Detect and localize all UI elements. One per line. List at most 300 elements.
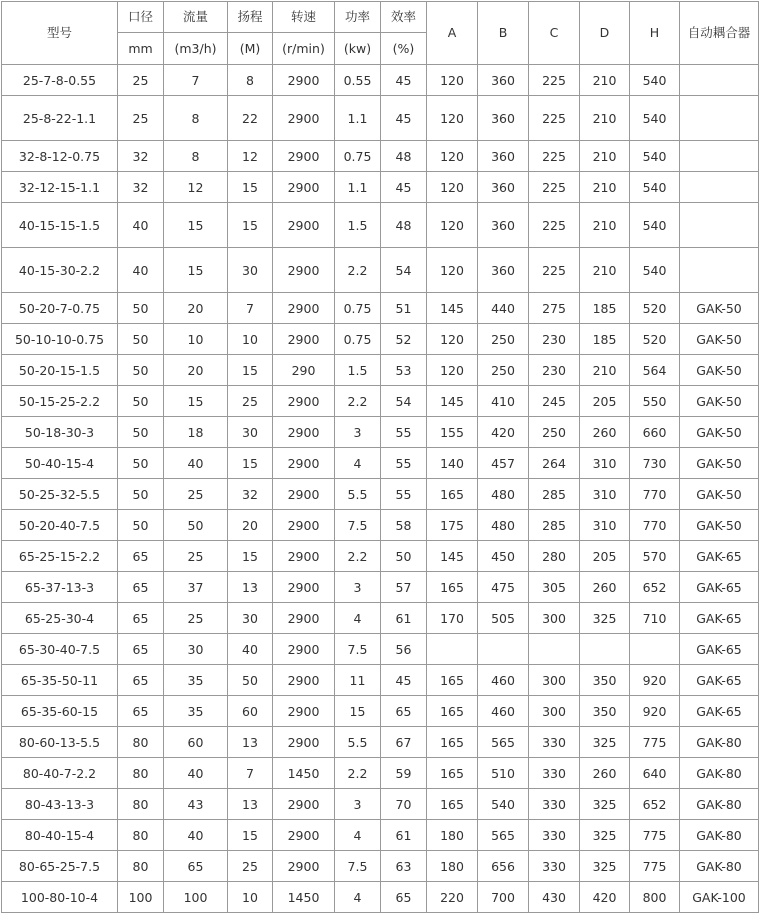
- cell-a: 165: [427, 696, 478, 727]
- header-model: 型号: [2, 2, 118, 65]
- cell-a: 165: [427, 727, 478, 758]
- cell-h: 770: [630, 510, 680, 541]
- cell-flow: 40: [164, 820, 228, 851]
- cell-c: [529, 634, 580, 665]
- cell-model: 80-65-25-7.5: [2, 851, 118, 882]
- table-row: [2, 665, 759, 696]
- cell-coupler: GAK-65: [680, 696, 759, 727]
- cell-c: 225: [529, 96, 580, 141]
- cell-coupler: GAK-50: [680, 479, 759, 510]
- header-power: 功率: [335, 2, 381, 33]
- cell-c: 330: [529, 820, 580, 851]
- cell-d: 420: [580, 882, 630, 913]
- cell-model: 50-25-32-5.5: [2, 479, 118, 510]
- cell-h: 540: [630, 65, 680, 96]
- cell-power: 1.5: [335, 355, 381, 386]
- cell-a: 120: [427, 141, 478, 172]
- cell-model: 40-15-30-2.2: [2, 248, 118, 293]
- cell-model: 50-20-40-7.5: [2, 510, 118, 541]
- cell-c: 225: [529, 172, 580, 203]
- cell-model: 25-7-8-0.55: [2, 65, 118, 96]
- cell-d: 325: [580, 603, 630, 634]
- cell-h: 775: [630, 820, 680, 851]
- cell-head: 32: [228, 479, 273, 510]
- cell-d: 185: [580, 324, 630, 355]
- header-h: H: [630, 2, 680, 65]
- cell-d: 210: [580, 65, 630, 96]
- cell-efficiency: 51: [381, 293, 427, 324]
- cell-h: 540: [630, 248, 680, 293]
- header-flow: 流量: [164, 2, 228, 33]
- cell-d: 210: [580, 355, 630, 386]
- cell-c: 230: [529, 355, 580, 386]
- cell-d: [580, 634, 630, 665]
- cell-c: 285: [529, 510, 580, 541]
- cell-power: 2.2: [335, 386, 381, 417]
- cell-c: 225: [529, 248, 580, 293]
- cell-power: 7.5: [335, 510, 381, 541]
- cell-c: 225: [529, 203, 580, 248]
- cell-efficiency: 48: [381, 141, 427, 172]
- cell-caliber: 40: [118, 248, 164, 293]
- cell-h: 540: [630, 141, 680, 172]
- cell-model: 80-60-13-5.5: [2, 727, 118, 758]
- cell-b: 460: [478, 696, 529, 727]
- cell-head: 30: [228, 603, 273, 634]
- cell-speed: 2900: [273, 417, 335, 448]
- cell-d: 210: [580, 172, 630, 203]
- cell-b: 656: [478, 851, 529, 882]
- cell-d: 310: [580, 448, 630, 479]
- table-row: [2, 141, 759, 172]
- cell-caliber: 50: [118, 510, 164, 541]
- cell-c: 225: [529, 65, 580, 96]
- cell-coupler: GAK-50: [680, 448, 759, 479]
- cell-coupler: GAK-80: [680, 820, 759, 851]
- cell-speed: 2900: [273, 203, 335, 248]
- table-row: [2, 789, 759, 820]
- cell-model: 50-20-7-0.75: [2, 293, 118, 324]
- cell-h: 520: [630, 324, 680, 355]
- cell-b: 440: [478, 293, 529, 324]
- cell-power: 2.2: [335, 758, 381, 789]
- cell-a: 145: [427, 541, 478, 572]
- cell-h: 550: [630, 386, 680, 417]
- cell-speed: 2900: [273, 789, 335, 820]
- cell-power: 2.2: [335, 541, 381, 572]
- table-row: [2, 727, 759, 758]
- cell-power: 0.75: [335, 141, 381, 172]
- cell-efficiency: 56: [381, 634, 427, 665]
- cell-efficiency: 61: [381, 603, 427, 634]
- cell-h: 540: [630, 172, 680, 203]
- cell-b: 410: [478, 386, 529, 417]
- cell-model: 65-25-15-2.2: [2, 541, 118, 572]
- cell-power: 1.5: [335, 203, 381, 248]
- cell-caliber: 40: [118, 203, 164, 248]
- cell-d: 325: [580, 851, 630, 882]
- cell-head: 22: [228, 96, 273, 141]
- table-row: [2, 882, 759, 913]
- cell-flow: 30: [164, 634, 228, 665]
- cell-head: 40: [228, 634, 273, 665]
- cell-speed: 2900: [273, 510, 335, 541]
- cell-efficiency: 50: [381, 541, 427, 572]
- cell-b: 360: [478, 203, 529, 248]
- cell-h: 710: [630, 603, 680, 634]
- cell-caliber: 80: [118, 758, 164, 789]
- cell-b: 360: [478, 141, 529, 172]
- cell-head: 20: [228, 510, 273, 541]
- cell-speed: 2900: [273, 572, 335, 603]
- table-row: [2, 510, 759, 541]
- cell-flow: 25: [164, 603, 228, 634]
- cell-a: [427, 634, 478, 665]
- cell-flow: 7: [164, 65, 228, 96]
- cell-d: 210: [580, 141, 630, 172]
- cell-h: 775: [630, 851, 680, 882]
- table-row: [2, 203, 759, 248]
- cell-efficiency: 48: [381, 203, 427, 248]
- cell-efficiency: 55: [381, 417, 427, 448]
- cell-model: 32-8-12-0.75: [2, 141, 118, 172]
- table-row: [2, 293, 759, 324]
- cell-head: 60: [228, 696, 273, 727]
- cell-caliber: 65: [118, 603, 164, 634]
- cell-c: 300: [529, 603, 580, 634]
- cell-flow: 10: [164, 324, 228, 355]
- table-row: [2, 541, 759, 572]
- cell-flow: 50: [164, 510, 228, 541]
- cell-speed: 2900: [273, 96, 335, 141]
- cell-model: 80-43-13-3: [2, 789, 118, 820]
- cell-flow: 40: [164, 758, 228, 789]
- cell-head: 15: [228, 203, 273, 248]
- header-head-unit: (M): [228, 33, 273, 65]
- cell-b: 460: [478, 665, 529, 696]
- cell-power: 15: [335, 696, 381, 727]
- cell-b: 360: [478, 172, 529, 203]
- cell-h: 564: [630, 355, 680, 386]
- cell-power: 0.75: [335, 293, 381, 324]
- cell-flow: 25: [164, 479, 228, 510]
- cell-c: 230: [529, 324, 580, 355]
- cell-efficiency: 65: [381, 696, 427, 727]
- cell-caliber: 50: [118, 355, 164, 386]
- cell-c: 330: [529, 789, 580, 820]
- cell-flow: 18: [164, 417, 228, 448]
- cell-d: 210: [580, 248, 630, 293]
- cell-speed: 1450: [273, 758, 335, 789]
- cell-head: 15: [228, 355, 273, 386]
- cell-caliber: 50: [118, 479, 164, 510]
- cell-coupler: GAK-65: [680, 603, 759, 634]
- cell-efficiency: 63: [381, 851, 427, 882]
- cell-power: 7.5: [335, 851, 381, 882]
- cell-d: 185: [580, 293, 630, 324]
- cell-flow: 65: [164, 851, 228, 882]
- cell-head: 10: [228, 882, 273, 913]
- cell-head: 13: [228, 789, 273, 820]
- cell-c: 280: [529, 541, 580, 572]
- cell-speed: 2900: [273, 541, 335, 572]
- cell-coupler: GAK-50: [680, 417, 759, 448]
- cell-power: 4: [335, 820, 381, 851]
- cell-coupler: GAK-80: [680, 789, 759, 820]
- cell-h: 800: [630, 882, 680, 913]
- cell-a: 165: [427, 665, 478, 696]
- cell-speed: 2900: [273, 293, 335, 324]
- cell-model: 65-35-50-11: [2, 665, 118, 696]
- cell-head: 12: [228, 141, 273, 172]
- cell-caliber: 100: [118, 882, 164, 913]
- cell-caliber: 80: [118, 789, 164, 820]
- cell-caliber: 65: [118, 696, 164, 727]
- cell-speed: 2900: [273, 696, 335, 727]
- cell-model: 65-35-60-15: [2, 696, 118, 727]
- cell-flow: 25: [164, 541, 228, 572]
- cell-h: 770: [630, 479, 680, 510]
- cell-model: 50-15-25-2.2: [2, 386, 118, 417]
- cell-head: 15: [228, 448, 273, 479]
- cell-head: 13: [228, 727, 273, 758]
- cell-d: 205: [580, 541, 630, 572]
- cell-flow: 15: [164, 248, 228, 293]
- header-caliber-unit: mm: [118, 33, 164, 65]
- cell-a: 180: [427, 820, 478, 851]
- table-row: [2, 65, 759, 96]
- cell-a: 180: [427, 851, 478, 882]
- cell-h: [630, 634, 680, 665]
- cell-coupler: [680, 96, 759, 141]
- header-d: D: [580, 2, 630, 65]
- cell-caliber: 50: [118, 324, 164, 355]
- cell-h: 520: [630, 293, 680, 324]
- header-power-unit: (kw): [335, 33, 381, 65]
- cell-head: 30: [228, 248, 273, 293]
- cell-efficiency: 52: [381, 324, 427, 355]
- cell-b: 420: [478, 417, 529, 448]
- table-row: [2, 448, 759, 479]
- cell-power: 4: [335, 882, 381, 913]
- cell-a: 175: [427, 510, 478, 541]
- cell-c: 305: [529, 572, 580, 603]
- cell-caliber: 50: [118, 417, 164, 448]
- cell-power: 0.75: [335, 324, 381, 355]
- cell-c: 250: [529, 417, 580, 448]
- header-caliber: 口径: [118, 2, 164, 33]
- cell-a: 120: [427, 203, 478, 248]
- cell-flow: 37: [164, 572, 228, 603]
- cell-efficiency: 55: [381, 448, 427, 479]
- table-row: [2, 417, 759, 448]
- cell-efficiency: 58: [381, 510, 427, 541]
- cell-b: 480: [478, 510, 529, 541]
- cell-speed: 2900: [273, 172, 335, 203]
- cell-model: 50-40-15-4: [2, 448, 118, 479]
- cell-b: 480: [478, 479, 529, 510]
- cell-d: 350: [580, 665, 630, 696]
- cell-a: 120: [427, 172, 478, 203]
- cell-power: 0.55: [335, 65, 381, 96]
- cell-a: 145: [427, 386, 478, 417]
- cell-c: 300: [529, 665, 580, 696]
- header-c: C: [529, 2, 580, 65]
- cell-model: 65-37-13-3: [2, 572, 118, 603]
- cell-speed: 2900: [273, 141, 335, 172]
- cell-d: 210: [580, 96, 630, 141]
- header-speed-unit: (r/min): [273, 33, 335, 65]
- table-row: [2, 820, 759, 851]
- cell-head: 15: [228, 172, 273, 203]
- table-header: [2, 2, 759, 65]
- cell-d: 310: [580, 479, 630, 510]
- cell-coupler: [680, 65, 759, 96]
- cell-caliber: 50: [118, 293, 164, 324]
- cell-head: 15: [228, 541, 273, 572]
- cell-flow: 35: [164, 665, 228, 696]
- cell-c: 330: [529, 758, 580, 789]
- cell-d: 210: [580, 203, 630, 248]
- cell-c: 330: [529, 727, 580, 758]
- cell-head: 10: [228, 324, 273, 355]
- cell-caliber: 65: [118, 665, 164, 696]
- cell-coupler: [680, 141, 759, 172]
- cell-coupler: GAK-100: [680, 882, 759, 913]
- cell-a: 140: [427, 448, 478, 479]
- cell-d: 260: [580, 417, 630, 448]
- cell-efficiency: 57: [381, 572, 427, 603]
- cell-coupler: GAK-65: [680, 541, 759, 572]
- cell-c: 330: [529, 851, 580, 882]
- cell-power: 1.1: [335, 96, 381, 141]
- cell-caliber: 25: [118, 65, 164, 96]
- cell-speed: 2900: [273, 479, 335, 510]
- table-row: [2, 248, 759, 293]
- cell-model: 65-25-30-4: [2, 603, 118, 634]
- cell-flow: 43: [164, 789, 228, 820]
- cell-b: 360: [478, 96, 529, 141]
- cell-model: 100-80-10-4: [2, 882, 118, 913]
- cell-head: 15: [228, 820, 273, 851]
- cell-head: 25: [228, 851, 273, 882]
- cell-efficiency: 59: [381, 758, 427, 789]
- cell-caliber: 65: [118, 541, 164, 572]
- cell-speed: 2900: [273, 603, 335, 634]
- header-coupler: 自动耦合器: [680, 2, 759, 65]
- cell-power: 4: [335, 448, 381, 479]
- cell-d: 350: [580, 696, 630, 727]
- cell-coupler: GAK-80: [680, 727, 759, 758]
- cell-model: 25-8-22-1.1: [2, 96, 118, 141]
- cell-caliber: 65: [118, 634, 164, 665]
- cell-flow: 100: [164, 882, 228, 913]
- cell-b: 700: [478, 882, 529, 913]
- cell-a: 220: [427, 882, 478, 913]
- cell-a: 120: [427, 96, 478, 141]
- table-row: [2, 572, 759, 603]
- table-row: [2, 324, 759, 355]
- cell-speed: 2900: [273, 665, 335, 696]
- cell-b: 450: [478, 541, 529, 572]
- cell-h: 540: [630, 96, 680, 141]
- cell-a: 120: [427, 248, 478, 293]
- cell-caliber: 80: [118, 727, 164, 758]
- cell-h: 640: [630, 758, 680, 789]
- cell-c: 264: [529, 448, 580, 479]
- cell-efficiency: 53: [381, 355, 427, 386]
- cell-c: 300: [529, 696, 580, 727]
- cell-power: 3: [335, 789, 381, 820]
- cell-efficiency: 61: [381, 820, 427, 851]
- cell-speed: 2900: [273, 820, 335, 851]
- table-row: [2, 172, 759, 203]
- header-a: A: [427, 2, 478, 65]
- cell-caliber: 80: [118, 851, 164, 882]
- cell-efficiency: 54: [381, 248, 427, 293]
- cell-efficiency: 54: [381, 386, 427, 417]
- pump-spec-table: [1, 1, 759, 913]
- table-row: [2, 355, 759, 386]
- cell-model: 50-18-30-3: [2, 417, 118, 448]
- cell-head: 13: [228, 572, 273, 603]
- cell-speed: 1450: [273, 882, 335, 913]
- table-row: [2, 758, 759, 789]
- cell-h: 652: [630, 789, 680, 820]
- cell-b: 250: [478, 324, 529, 355]
- table-row: [2, 696, 759, 727]
- cell-h: 570: [630, 541, 680, 572]
- cell-a: 165: [427, 789, 478, 820]
- header-flow-unit: (m3/h): [164, 33, 228, 65]
- cell-efficiency: 67: [381, 727, 427, 758]
- cell-a: 170: [427, 603, 478, 634]
- header-efficiency: 效率: [381, 2, 427, 33]
- cell-efficiency: 70: [381, 789, 427, 820]
- cell-model: 80-40-7-2.2: [2, 758, 118, 789]
- cell-b: 565: [478, 820, 529, 851]
- cell-b: 510: [478, 758, 529, 789]
- cell-power: 7.5: [335, 634, 381, 665]
- cell-head: 7: [228, 293, 273, 324]
- cell-power: 1.1: [335, 172, 381, 203]
- cell-flow: 8: [164, 96, 228, 141]
- cell-power: 4: [335, 603, 381, 634]
- cell-efficiency: 65: [381, 882, 427, 913]
- table-row: [2, 634, 759, 665]
- cell-flow: 8: [164, 141, 228, 172]
- cell-speed: 2900: [273, 386, 335, 417]
- cell-b: 540: [478, 789, 529, 820]
- cell-coupler: GAK-50: [680, 293, 759, 324]
- cell-coupler: [680, 203, 759, 248]
- cell-head: 25: [228, 386, 273, 417]
- cell-power: 3: [335, 417, 381, 448]
- cell-model: 32-12-15-1.1: [2, 172, 118, 203]
- cell-efficiency: 45: [381, 665, 427, 696]
- cell-speed: 2900: [273, 851, 335, 882]
- cell-c: 285: [529, 479, 580, 510]
- cell-speed: 2900: [273, 248, 335, 293]
- cell-c: 275: [529, 293, 580, 324]
- cell-coupler: [680, 248, 759, 293]
- cell-efficiency: 45: [381, 172, 427, 203]
- cell-a: 145: [427, 293, 478, 324]
- cell-d: 325: [580, 727, 630, 758]
- cell-speed: 2900: [273, 65, 335, 96]
- cell-a: 120: [427, 324, 478, 355]
- cell-coupler: GAK-65: [680, 572, 759, 603]
